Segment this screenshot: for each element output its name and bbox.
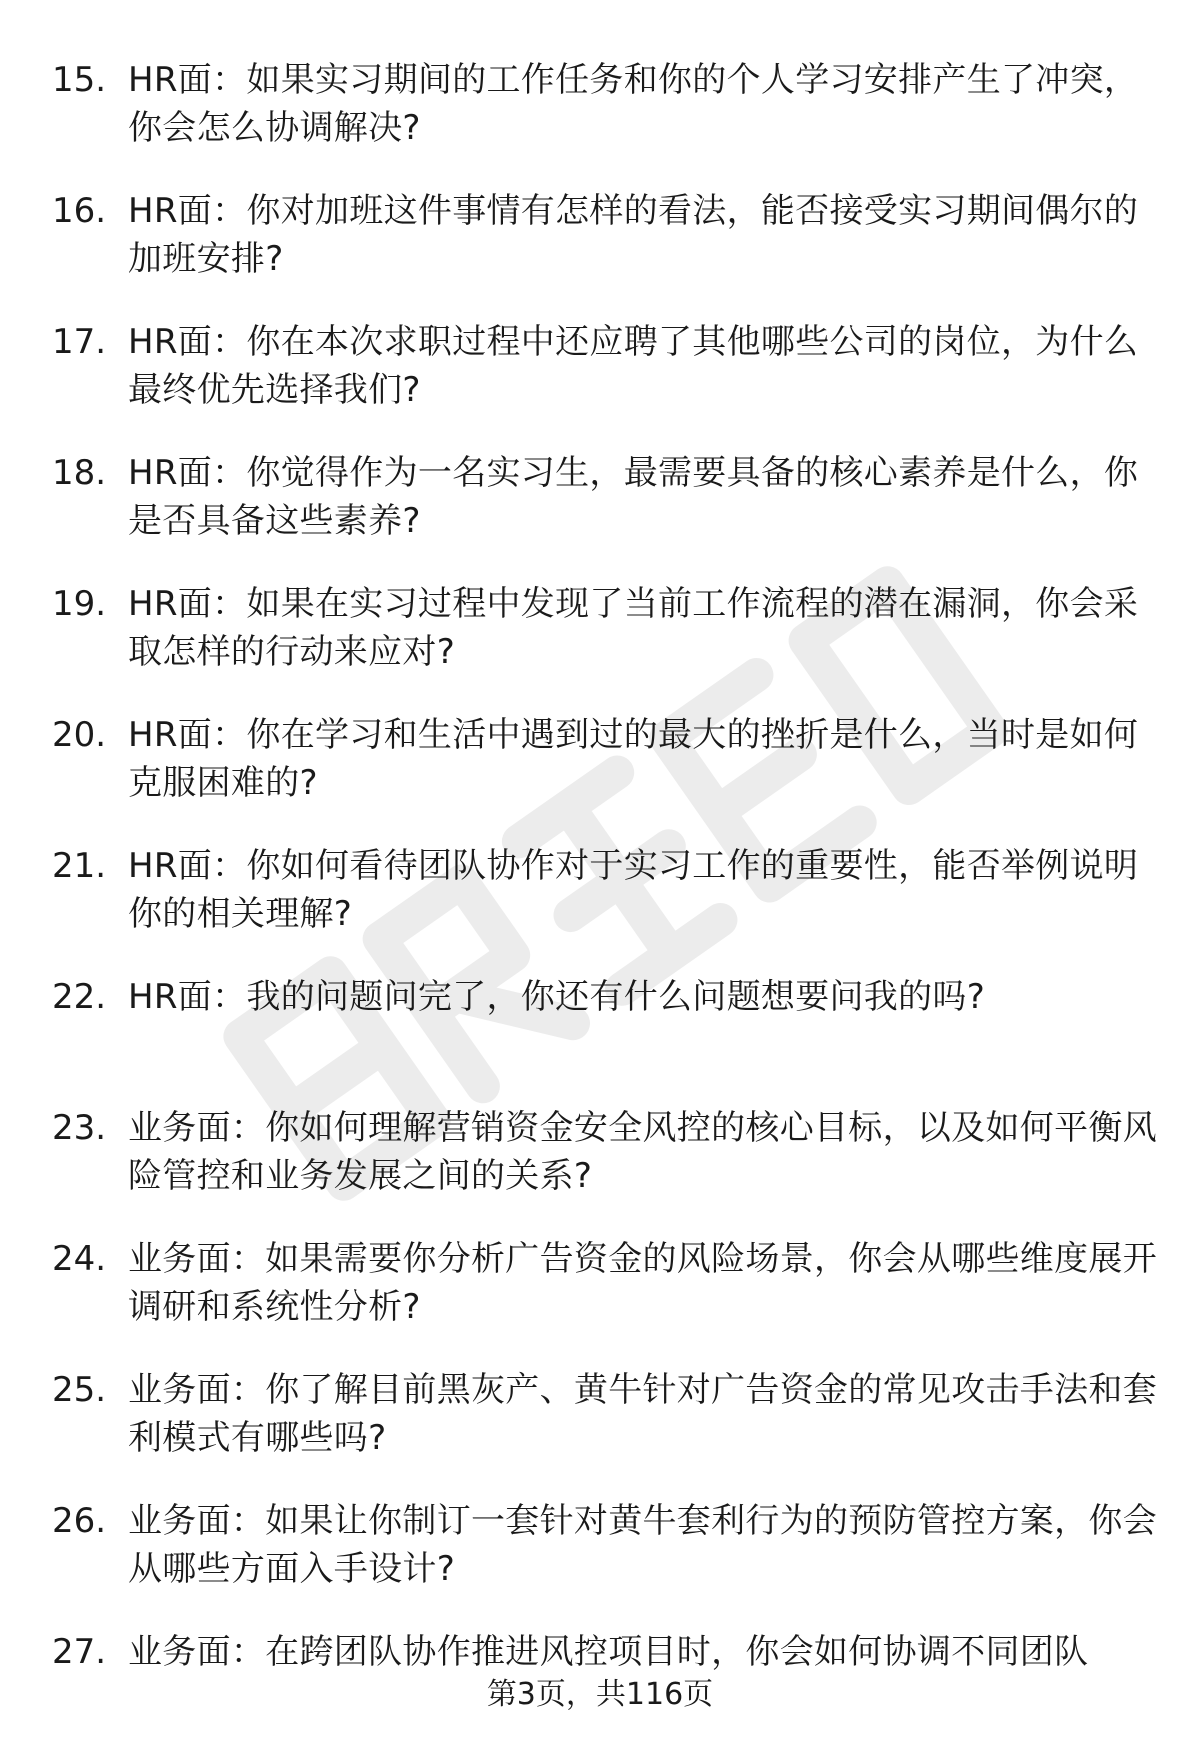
question-number: 18.: [52, 453, 107, 493]
list-item: [0, 56, 1200, 187]
question-number: 20.: [52, 715, 107, 755]
question-number: 16.: [52, 191, 107, 231]
question-text: 业务面：你了解目前黑灰产、黄牛针对广告资金的常见攻击手法和套利模式有哪些吗?: [128, 1370, 1157, 1458]
list-item: [0, 449, 1200, 580]
list-item: [0, 973, 1200, 1104]
question-number: 23.: [52, 1108, 107, 1148]
question-number: 26.: [52, 1501, 107, 1541]
question-text: HR面：你在本次求职过程中还应聘了其他哪些公司的岗位，为什么最终优先选择我们?: [128, 322, 1139, 410]
question-number: 27.: [52, 1632, 107, 1672]
list-item: [0, 1366, 1200, 1497]
question-text: 业务面：在跨团队协作推进风控项目时，你会如何协调不同团队: [128, 1632, 1089, 1672]
question-number: 15.: [52, 60, 107, 100]
question-text: HR面：如果在实习过程中发现了当前工作流程的潜在漏洞，你会采取怎样的行动来应对?: [128, 584, 1139, 672]
question-text: 业务面：你如何理解营销资金安全风控的核心目标，以及如何平衡风险管控和业务发展之间的关系?: [128, 1108, 1157, 1196]
question-text: 业务面：如果需要你分析广告资金的风险场景，你会从哪些维度展开调研和系统性分析?: [128, 1239, 1157, 1327]
list-item: [0, 1235, 1200, 1366]
question-text: HR面：你如何看待团队协作对于实习工作的重要性，能否举例说明你的相关理解?: [128, 846, 1139, 934]
question-number: 21.: [52, 846, 107, 886]
list-item: [0, 318, 1200, 449]
question-text: HR面：如果实习期间的工作任务和你的个人学习安排产生了冲突，你会怎么协调解决?: [128, 60, 1139, 148]
question-list: [0, 56, 1200, 1759]
question-text: 业务面：如果让你制订一套针对黄牛套利行为的预防管控方案，你会从哪些方面入手设计?: [128, 1501, 1157, 1589]
list-item: [0, 580, 1200, 711]
question-number: 17.: [52, 322, 107, 362]
question-number: 19.: [52, 584, 107, 624]
list-item: [0, 842, 1200, 973]
list-item: [0, 187, 1200, 318]
list-item: [0, 1104, 1200, 1235]
page-number-footer: 第3页，共116页: [486, 1677, 714, 1712]
question-text: HR面：你对加班这件事情有怎样的看法，能否接受实习期间偶尔的加班安排?: [128, 191, 1139, 279]
list-item: [0, 1497, 1200, 1628]
question-text: HR面：你觉得作为一名实习生，最需要具备的核心素养是什么，你是否具备这些素养?: [128, 453, 1139, 541]
question-text: HR面：我的问题问完了，你还有什么问题想要问我的吗?: [128, 977, 986, 1017]
list-item: [0, 711, 1200, 842]
question-text: HR面：你在学习和生活中遇到过的最大的挫折是什么，当时是如何克服困难的?: [128, 715, 1139, 803]
question-number: 24.: [52, 1239, 107, 1279]
question-number: 22.: [52, 977, 107, 1017]
question-number: 25.: [52, 1370, 107, 1410]
